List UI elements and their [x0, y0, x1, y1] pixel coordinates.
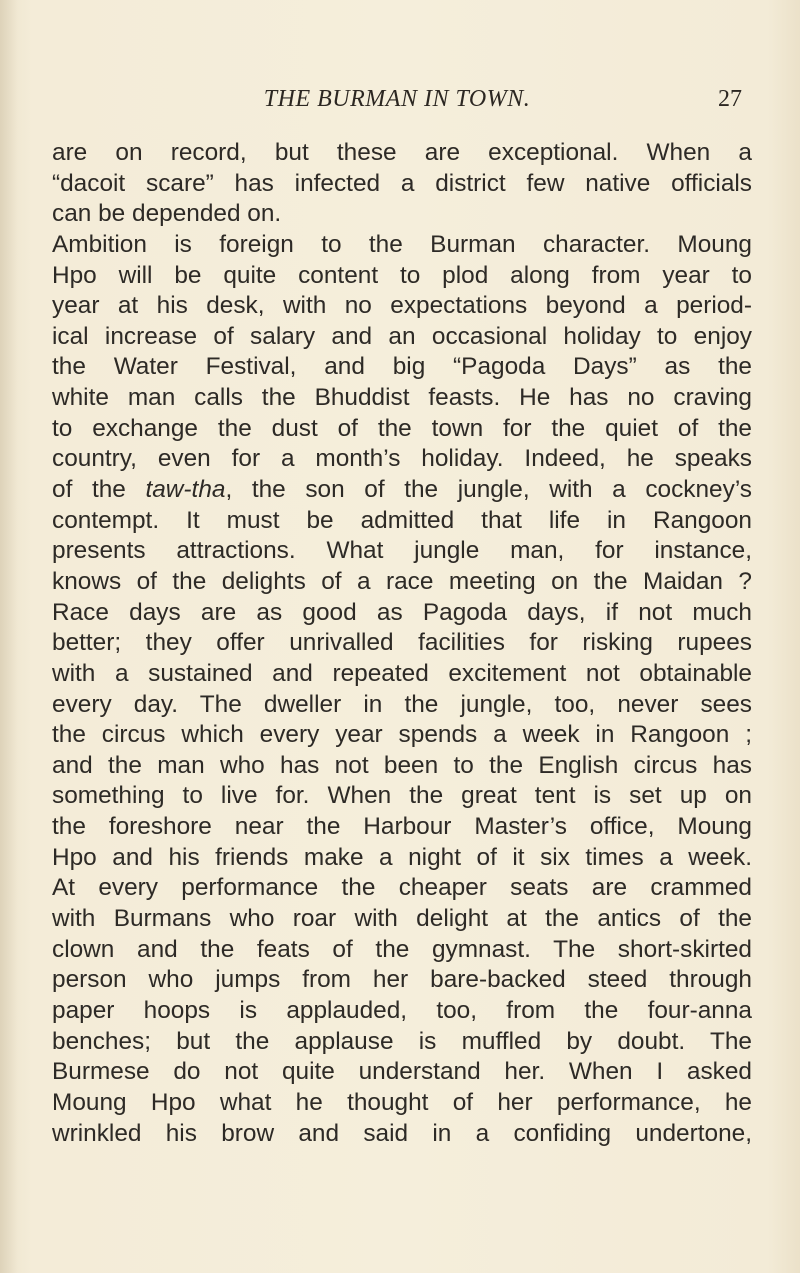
text-line: with a sustained and repeated excitement not obtainable: [52, 659, 752, 687]
text-line: can be depended on.: [52, 200, 282, 228]
text-line: every day. The dweller in the jungle, too, never sees: [52, 690, 752, 718]
text-line: wrinkled his brow and said in a confiding undertone,: [52, 1119, 752, 1147]
text-line: country, even for a month’s holiday. Indeed, he speaks: [52, 445, 752, 473]
text-line: something to live for. When the great tent is set up on: [52, 782, 752, 810]
text-line: Ambition is foreign to the Burman character. Moung: [52, 230, 752, 258]
text-line: with Burmans who roar with delight at the antics of the: [52, 905, 752, 933]
body-text: [52, 138, 752, 1149]
text-line: better; they offer unrivalled facilities for risking rupees: [52, 629, 752, 657]
text-line: year at his desk, with no expectations beyond a period-: [52, 292, 752, 320]
text-line: Burmese do not quite understand her. When I asked: [52, 1058, 752, 1086]
page-number: 27: [718, 86, 742, 112]
text-line: ical increase of salary and an occasional holiday to enjoy: [52, 322, 752, 350]
text-line: contempt. It must be admitted that life in Rangoon: [52, 506, 752, 534]
text-line: Hpo will be quite content to plod along from year to: [52, 261, 752, 289]
text-line: Moung Hpo what he thought of her performance, he: [52, 1088, 752, 1116]
spine-shadow: [0, 0, 18, 1273]
text-line: and the man who has not been to the English circus has: [52, 751, 752, 779]
text-line: At every performance the cheaper seats are crammed: [52, 874, 752, 902]
text-line: benches; but the applause is muffled by doubt. The: [52, 1027, 752, 1055]
text-line: are on record, but these are exceptional. When a: [52, 139, 752, 166]
page-header: [52, 86, 742, 122]
text-line: to exchange the dust of the town for the quiet of the: [52, 414, 752, 442]
text-line: clown and the feats of the gymnast. The short-skirted: [52, 935, 752, 963]
running-head: THE BURMAN IN TOWN.: [263, 86, 531, 112]
text-line: paper hoops is applauded, too, from the four-anna: [52, 996, 752, 1024]
text-line: person who jumps from her bare-backed steed through: [52, 966, 752, 994]
text-line: the circus which every year spends a week in Rangoon ;: [52, 721, 752, 749]
text-line: presents attractions. What jungle man, for instance,: [52, 537, 752, 565]
text-line: Race days are as good as Pagoda days, if not much: [52, 598, 752, 626]
text-line: the foreshore near the Harbour Master’s office, Moung: [52, 813, 752, 841]
text-line: white man calls the Bhuddist feasts. He has no craving: [52, 384, 752, 412]
text-line: of the taw-tha, the son of the jungle, with a cockney’s: [52, 476, 752, 504]
text-line: “dacoit scare” has infected a district few native officials: [52, 169, 752, 197]
text-line: Hpo and his friends make a night of it six times a week.: [52, 843, 752, 871]
text-line: the Water Festival, and big “Pagoda Days” as the: [52, 353, 752, 381]
italic-term: taw-tha: [145, 476, 226, 504]
text-line: knows of the delights of a race meeting on the Maidan ?: [52, 567, 752, 595]
